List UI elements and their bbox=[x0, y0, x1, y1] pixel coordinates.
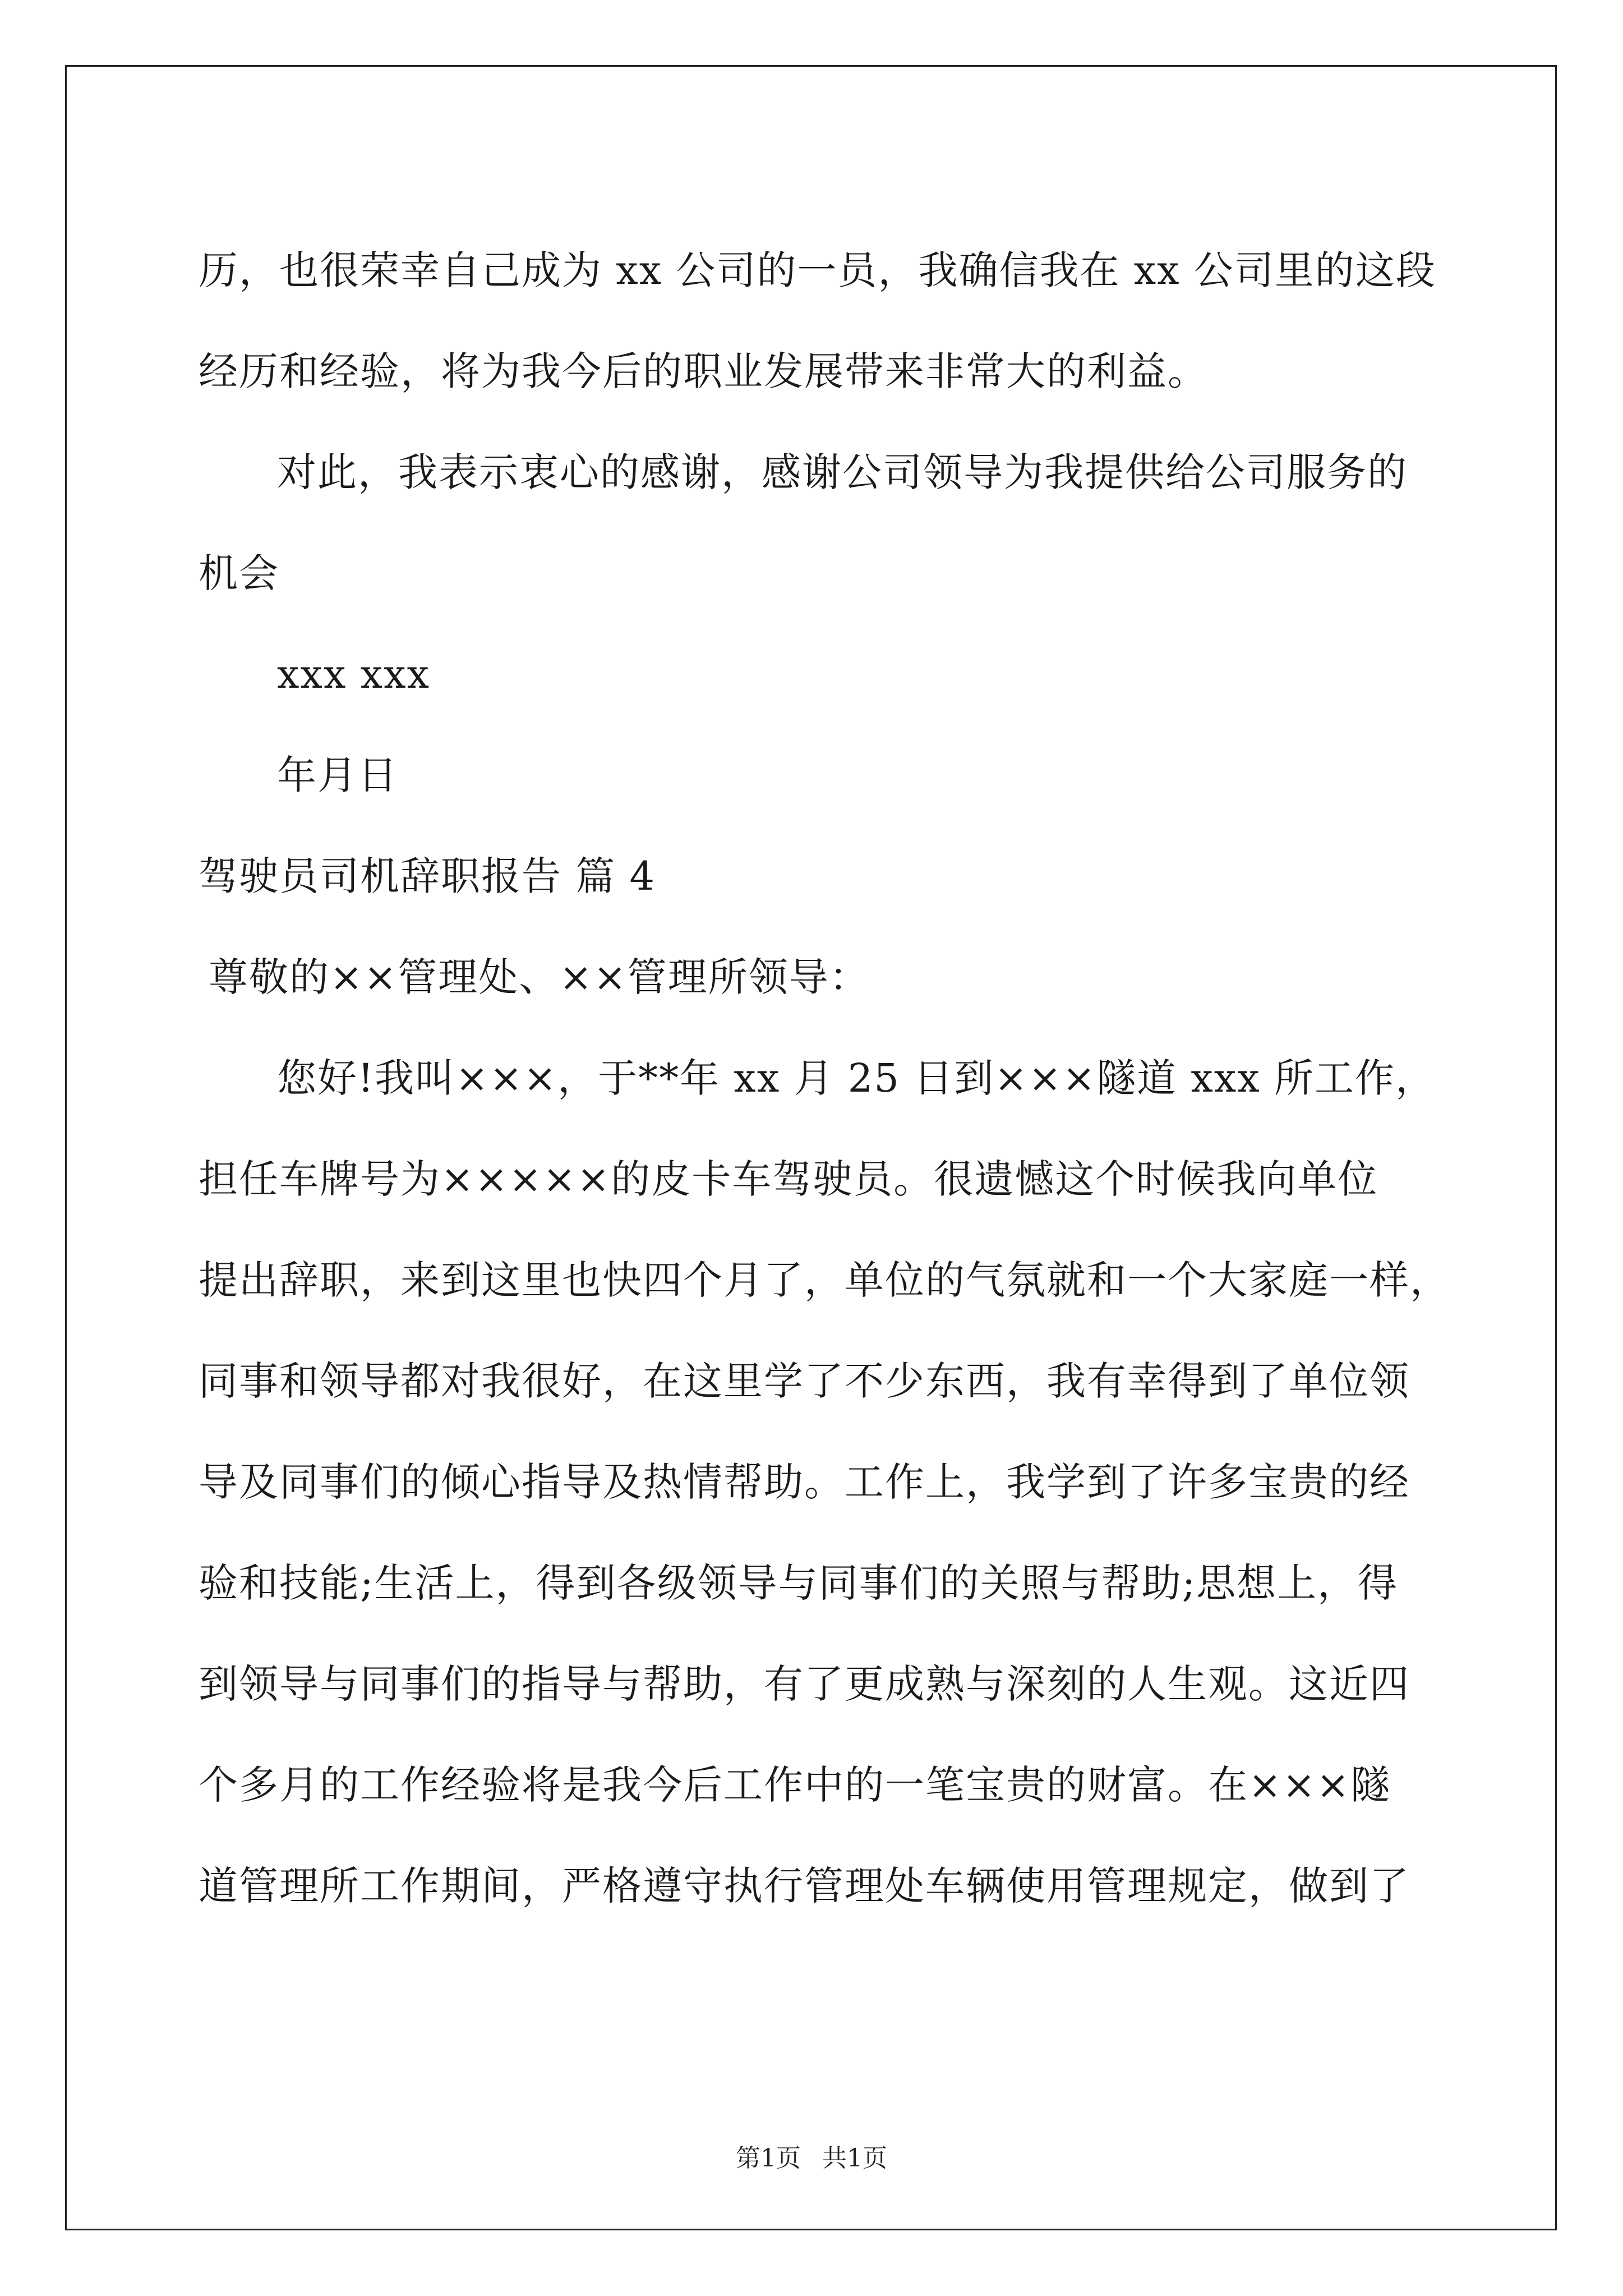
text-line: 年月日 bbox=[277, 752, 398, 798]
paragraph bbox=[199, 927, 1427, 1028]
text-line: 验和技能;生活上，得到各级领导与同事们的关照与帮助;思想上，得 bbox=[199, 1560, 1399, 1606]
text-line: 驾驶员司机辞职报告 篇 4 bbox=[199, 853, 656, 899]
text-line: 尊敬的××管理处、××管理所领导： bbox=[209, 954, 870, 1000]
paragraph bbox=[199, 422, 1427, 624]
page-count: 共1页 bbox=[822, 2144, 887, 2173]
page-number: 第1页 bbox=[736, 2144, 801, 2173]
text-line: 个多月的工作经验将是我今后工作中的一笔宝贵的财富。在×××隧 bbox=[199, 1762, 1391, 1808]
paragraph bbox=[199, 220, 1436, 422]
text-line: 经历和经验，将为我今后的职业发展带来非常大的利益。 bbox=[199, 348, 1208, 394]
text-line: 导及同事们的倾心指导及热情帮助。工作上，我学到了许多宝贵的经 bbox=[199, 1459, 1410, 1505]
text-line: 对此，我表示衷心的感谢，感谢公司领导为我提供给公司服务的 bbox=[277, 449, 1408, 495]
paragraph bbox=[199, 1028, 1450, 1936]
text-line: 机会 bbox=[199, 550, 279, 596]
text-line: 同事和领导都对我很好，在这里学了不少东西，我有幸得到了单位领 bbox=[199, 1358, 1410, 1404]
page-footer bbox=[0, 2142, 1623, 2175]
text-line: 担任车牌号为×××××的皮卡车驾驶员。很遗憾这个时候我向单位 bbox=[199, 1156, 1378, 1202]
document-body bbox=[199, 220, 1450, 1936]
text-line: 历，也很荣幸自己成为 xx 公司的一员，我确信我在 xx 公司里的这段 bbox=[199, 247, 1436, 293]
text-line: 您好!我叫×××，于**年 xx 月 25 日到×××隧道 xxx 所工作， bbox=[277, 1055, 1436, 1101]
text-line: 到领导与同事们的指导与帮助，有了更成熟与深刻的人生观。这近四 bbox=[199, 1661, 1410, 1707]
text-line: 提出辞职，来到这里也快四个月了，单位的气氛就和一个大家庭一样， bbox=[199, 1257, 1450, 1303]
paragraph bbox=[199, 624, 1427, 725]
text-line: xxx xxx bbox=[277, 651, 431, 697]
paragraph bbox=[199, 725, 1427, 826]
text-line: 道管理所工作期间，严格遵守执行管理处车辆使用管理规定，做到了 bbox=[199, 1863, 1410, 1909]
paragraph bbox=[199, 826, 1427, 927]
